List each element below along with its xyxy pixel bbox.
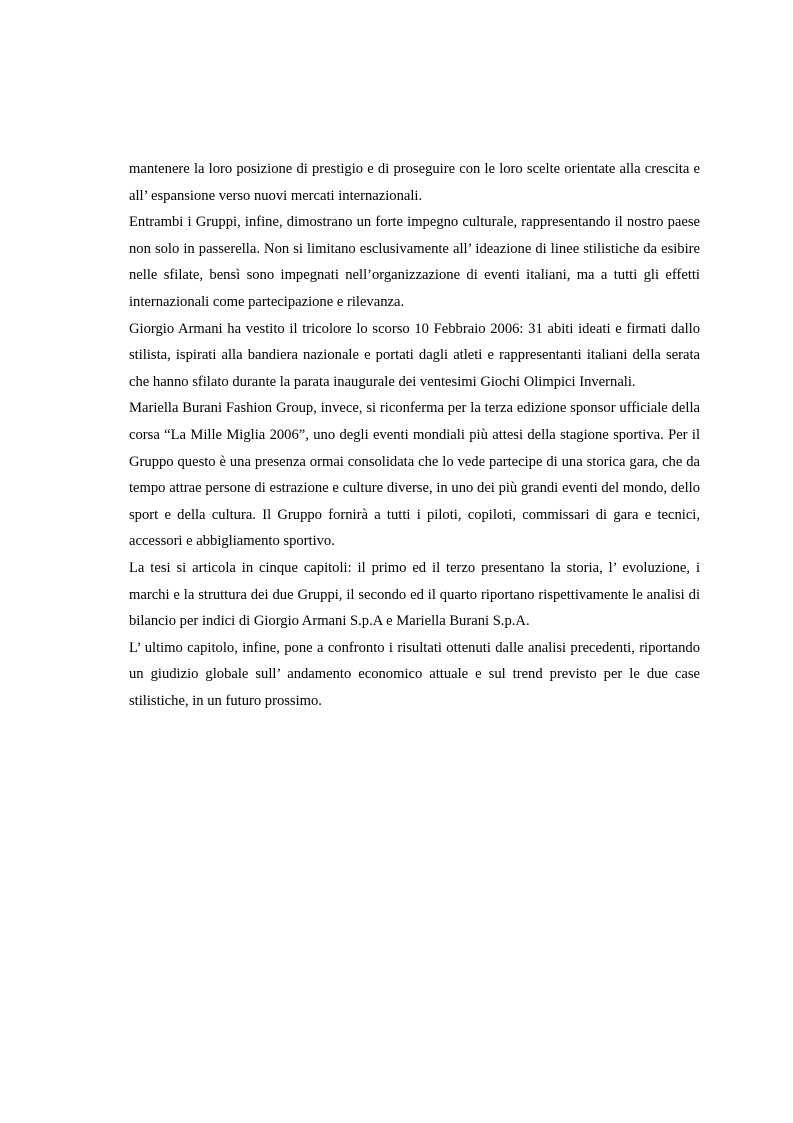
- paragraph-cultural-commitment: Entrambi i Gruppi, infine, dimostrano un forte impegno culturale, rappresentando il nostro paese non solo in passerella. Non si limitano esclusivamente all’ ideazione di linee stilistiche da esibire nelle sfilate, bensì sono impegnati nell’organizzazione di eventi italiani, ma a tutti gli effetti internazionali come partecipazione e rilevanza.: [129, 214, 700, 310]
- paragraph-continuation: mantenere la loro posizione di prestigio e di proseguire con le loro scelte orientate alla crescita e all’ espansione verso nuovi mercati internazionali.: [129, 161, 700, 204]
- paragraph-thesis-structure: La tesi si articola in cinque capitoli: il primo ed il terzo presentano la storia, l’ evoluzione, i marchi e la struttura dei due Gruppi, il secondo ed il quarto riportano rispettivamente le analisi di bilancio per indici di Giorgio Armani S.p.A e Mariella Burani S.p.A.: [129, 559, 700, 630]
- body-text: [129, 156, 700, 714]
- paragraph-armani-olympics: Giorgio Armani ha vestito il tricolore lo scorso 10 Febbraio 2006: 31 abiti ideati e firmati dallo stilista, ispirati alla bandiera nazionale e portati dagli atleti e rappresentanti italiani della serata che hanno sfilato durante la parata inaugurale dei ventesimi Giochi Olimpici Invernali.: [129, 320, 700, 390]
- paragraph-burani-mille-miglia: Mariella Burani Fashion Group, invece, si riconferma per la terza edizione sponsor ufficiale della corsa “La Mille Miglia 2006”, uno degli eventi mondiali più attesi della stagione sportiva. Per il Gruppo questo è una presenza ormai consolidata che lo vede partecipe di una storica gara, che da tempo attrae persone di estrazione e culture diverse, in uno dei più grandi eventi del mondo, dello sport e della cultura. Il Gruppo fornirà a tutti i piloti, copiloti, commissari di gara e tecnici, accessori e abbigliamento sportivo.: [129, 400, 700, 550]
- paragraph-last-chapter: L’ ultimo capitolo, infine, pone a confronto i risultati ottenuti dalle analisi precedenti, riportando un giudizio globale sull’ andamento economico attuale e sul trend previsto per le due case stilistiche, in un futuro prossimo.: [129, 639, 700, 709]
